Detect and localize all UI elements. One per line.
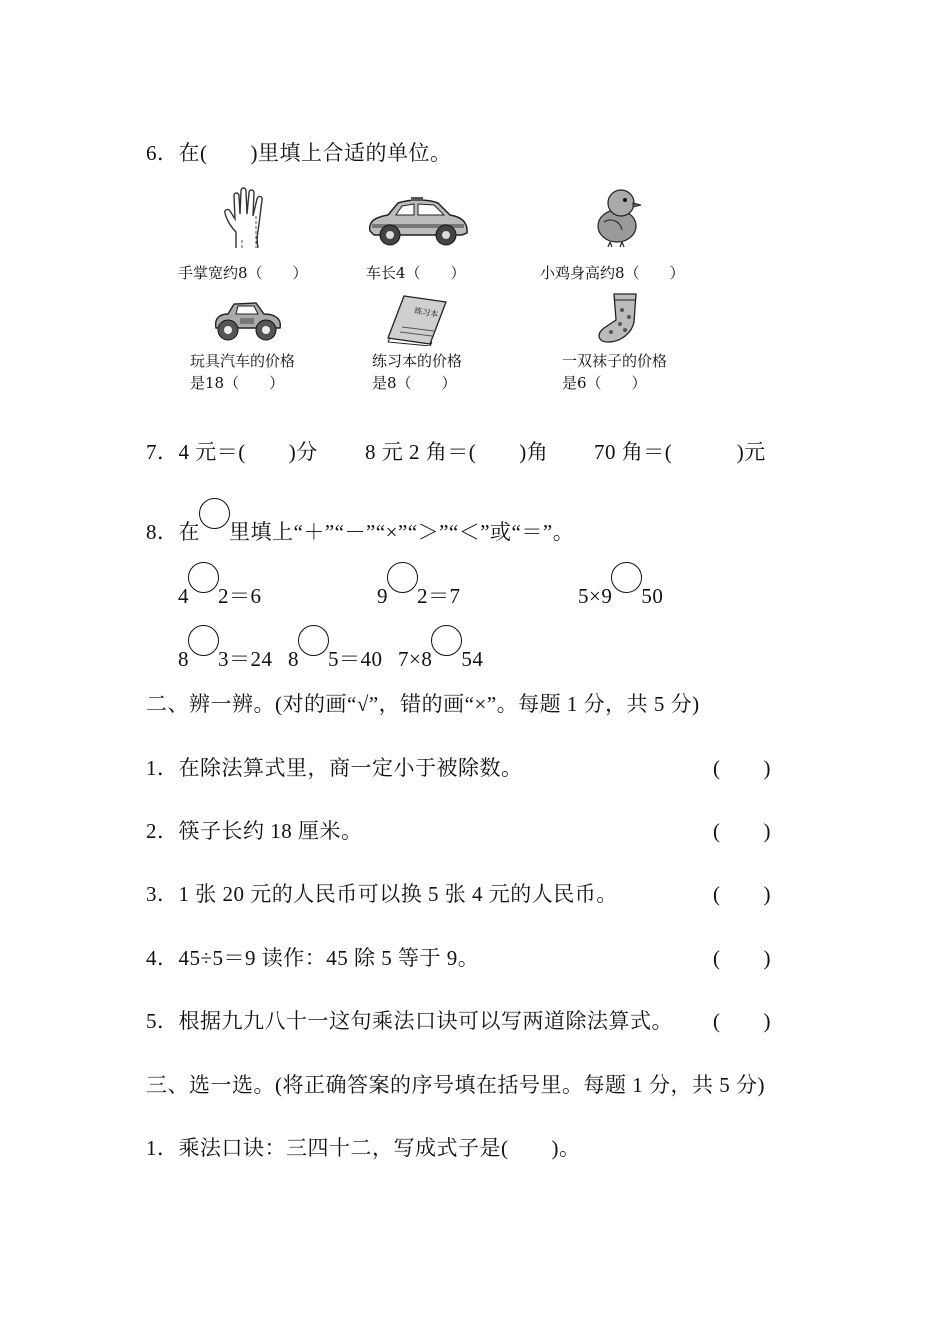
s2-item-3-text: 3．1 张 20 元的人民币可以换 5 张 4 元的人民币。 [146, 882, 618, 906]
answer-circle[interactable] [387, 562, 418, 593]
q8-item-5: 8 5＝40 [288, 625, 383, 673]
section3-title: 三、选一选。(将正确答案的序号填在括号里。每题 1 分，共 5 分) [146, 1073, 765, 1097]
exercise-book-icon [386, 294, 448, 346]
sock-icon [596, 292, 640, 344]
answer-circle[interactable] [431, 625, 462, 656]
s2-item-1-text: 1．在除法算式里，商一定小于被除数。 [146, 756, 523, 780]
s2-item-2-text: 2．筷子长约 18 厘米。 [146, 819, 363, 843]
s2-item-4-blank[interactable]: ( ) [713, 946, 771, 970]
q8-pre: 8．在 [146, 520, 200, 544]
s3-item-1-text: 1．乘法口诀：三四十二，写成式子是( )。 [146, 1136, 581, 1160]
q7-b: 8 元 2 角＝( )角 [365, 440, 549, 464]
exercise-book-label: 练习本 [413, 306, 439, 320]
s2-item-4-text: 4．45÷5＝9 读作：45 除 5 等于 9。 [146, 946, 480, 970]
q7-c: 70 角＝( )元 [594, 440, 766, 464]
toy-car-icon [210, 298, 284, 344]
hand-caption: 手掌宽约8（ ） [178, 264, 308, 282]
answer-circle[interactable] [188, 625, 219, 656]
q8-item-6: 7×8 54 [398, 625, 483, 672]
q7-a: 7．4 元＝( )分 [146, 440, 318, 464]
chick-caption: 小鸡身高约8（ ） [540, 264, 685, 282]
car-icon [366, 197, 470, 247]
q8-title [146, 498, 574, 546]
answer-circle[interactable] [611, 562, 642, 593]
hand-icon [222, 186, 274, 250]
car-caption: 车长4（ ） [366, 264, 466, 282]
q8-item-3: 5×9 50 [578, 562, 663, 609]
book-caption-1: 练习本的价格 [372, 352, 463, 370]
s2-item-3-blank[interactable]: ( ) [713, 882, 771, 906]
s2-item-1-blank[interactable]: ( ) [713, 756, 771, 780]
book-caption-2: 是8（ ） [372, 374, 457, 392]
chick-icon [592, 186, 642, 248]
section2-title: 二、辨一辨。(对的画“√”，错的画“×”。每题 1 分，共 5 分) [146, 692, 700, 716]
sock-caption-2: 是6（ ） [562, 374, 647, 392]
s2-item-5-blank[interactable]: ( ) [713, 1009, 771, 1033]
q8-item-4: 8 3＝24 [178, 625, 273, 673]
q8-item-1: 4 2＝6 [178, 562, 262, 610]
answer-circle [199, 498, 230, 529]
q8-item-2: 9 2＝7 [377, 562, 461, 610]
s2-item-2-blank[interactable]: ( ) [713, 819, 771, 843]
toy-car-caption-2: 是18（ ） [190, 374, 285, 392]
s2-item-5-text: 5．根据九九八十一这句乘法口诀可以写两道除法算式。 [146, 1009, 673, 1033]
toy-car-caption-1: 玩具汽车的价格 [190, 352, 296, 370]
answer-circle[interactable] [188, 562, 219, 593]
sock-caption-1: 一双袜子的价格 [562, 352, 668, 370]
q8-post: 里填上“＋”“－”“×”“＞”“＜”或“＝”。 [229, 520, 575, 544]
answer-circle[interactable] [298, 625, 329, 656]
q6-title: 6．在( )里填上合适的单位。 [146, 141, 452, 165]
